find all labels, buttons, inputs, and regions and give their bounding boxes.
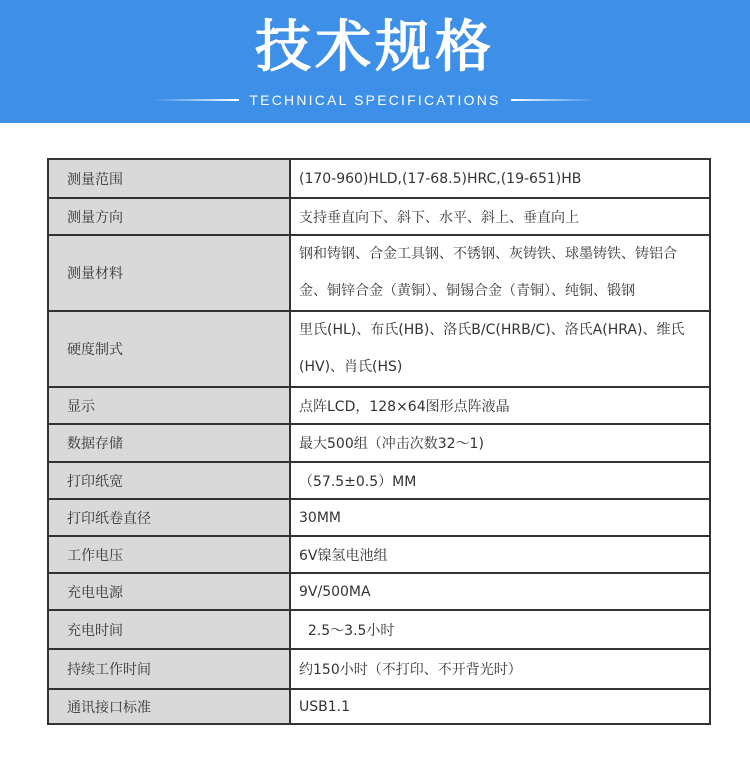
spec-table: [47, 158, 711, 725]
spec-label: 测量方向: [48, 198, 290, 235]
spec-label: 通讯接口标准: [48, 689, 290, 724]
table-row: [48, 387, 710, 424]
spec-value: （57.5±0.5）MM: [290, 462, 710, 499]
table-row: [48, 235, 710, 311]
spec-label: 测量范围: [48, 159, 290, 198]
spec-value: 2.5～3.5小时: [290, 610, 710, 649]
spec-value: 6V镍氢电池组: [290, 536, 710, 573]
table-row: [48, 536, 710, 573]
spec-label: 充电时间: [48, 610, 290, 649]
spec-label: 显示: [48, 387, 290, 424]
page-title: 技术规格: [255, 15, 495, 80]
spec-value: 30MM: [290, 499, 710, 536]
spec-label: 打印纸卷直径: [48, 499, 290, 536]
table-row: [48, 573, 710, 610]
page-subtitle: TECHNICAL SPECIFICATIONS: [249, 92, 501, 108]
table-row: [48, 649, 710, 689]
spec-label: 持续工作时间: [48, 649, 290, 689]
spec-value: 支持垂直向下、斜下、水平、斜上、垂直向上: [290, 198, 710, 235]
spec-value: 里氏(HL)、布氏(HB)、洛氏B/C(HRB/C)、洛氏A(HRA)、维氏(HV)、肖氏(HS): [290, 311, 710, 387]
spec-label: 数据存储: [48, 424, 290, 462]
spec-value: 钢和铸钢、合金工具钢、不锈钢、灰铸铁、球墨铸铁、铸铝合金、铜锌合金（黄铜）、铜锡合金（青铜）、纯铜、锻钢: [290, 235, 710, 311]
spec-value: USB1.1: [290, 689, 710, 724]
table-row: [48, 689, 710, 724]
spec-label: 打印纸宽: [48, 462, 290, 499]
table-row: [48, 424, 710, 462]
spec-label: 工作电压: [48, 536, 290, 573]
decorative-line-left: [153, 99, 239, 101]
spec-label: 测量材料: [48, 235, 290, 311]
subtitle-row: [0, 90, 750, 110]
table-row: [48, 198, 710, 235]
spec-label: 硬度制式: [48, 311, 290, 387]
table-row: [48, 311, 710, 387]
table-row: [48, 462, 710, 499]
spec-value: 约150小时（不打印、不开背光时）: [290, 649, 710, 689]
table-row: [48, 610, 710, 649]
table-row: [48, 159, 710, 198]
decorative-line-right: [511, 99, 597, 101]
spec-value: 最大500组（冲击次数32～1): [290, 424, 710, 462]
spec-label: 充电电源: [48, 573, 290, 610]
spec-value: 9V/500MA: [290, 573, 710, 610]
header-banner: [0, 0, 750, 123]
spec-value: 点阵LCD，128×64图形点阵液晶: [290, 387, 710, 424]
spec-value: (170-960)HLD,(17-68.5)HRC,(19-651)HB: [290, 159, 710, 198]
table-row: [48, 499, 710, 536]
